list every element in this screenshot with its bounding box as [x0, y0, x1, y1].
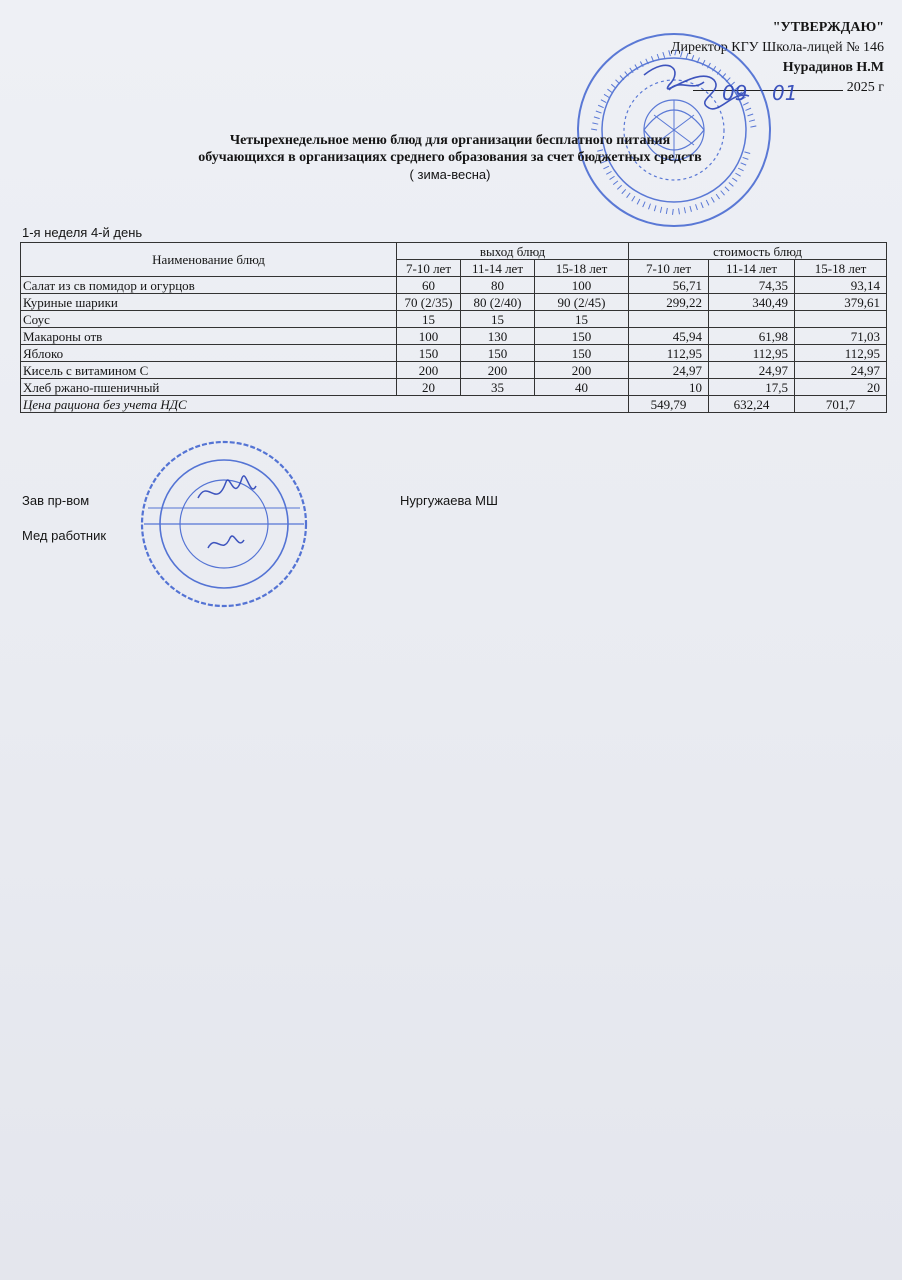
total-label: Цена рациона без учета НДС [21, 396, 629, 413]
cost-value: 74,35 [709, 277, 795, 294]
cost-value: 112,95 [795, 345, 887, 362]
cost-value: 20 [795, 379, 887, 396]
total-row [21, 396, 887, 413]
table-header-row [21, 243, 887, 260]
dish-name: Макароны отв [21, 328, 397, 345]
approval-position: Директор КГУ Школа-лицей № 146 [670, 40, 884, 55]
cost-value: 61,98 [709, 328, 795, 345]
menu-table [20, 242, 887, 413]
output-value: 15 [461, 311, 535, 328]
manager-name: Нургужаева МШ [400, 493, 498, 508]
output-value: 150 [461, 345, 535, 362]
table-row [21, 294, 887, 311]
output-value: 70 (2/35) [397, 294, 461, 311]
cost-value: 299,22 [629, 294, 709, 311]
cost-value: 24,97 [795, 362, 887, 379]
output-value: 80 (2/40) [461, 294, 535, 311]
entrepreneur-seal-stamp [138, 438, 310, 610]
approval-name: Нурадинов Н.М [782, 60, 884, 75]
total-value: 632,24 [709, 396, 795, 413]
cost-value: 71,03 [795, 328, 887, 345]
output-value: 15 [397, 311, 461, 328]
table-row [21, 328, 887, 345]
output-value: 80 [461, 277, 535, 294]
output-value: 60 [397, 277, 461, 294]
cost-value: 112,95 [709, 345, 795, 362]
output-value: 40 [535, 379, 629, 396]
cost-value: 45,94 [629, 328, 709, 345]
cost-value: 112,95 [629, 345, 709, 362]
table-row [21, 362, 887, 379]
cost-value [795, 311, 887, 328]
dish-name: Кисель с витамином С [21, 362, 397, 379]
cost-value: 340,49 [709, 294, 795, 311]
header-output: выход блюд [397, 243, 629, 260]
cost-value [709, 311, 795, 328]
output-value: 100 [397, 328, 461, 345]
output-value: 200 [461, 362, 535, 379]
output-value: 150 [397, 345, 461, 362]
week-day-label: 1-я неделя 4-й день [22, 225, 143, 240]
total-value: 701,7 [795, 396, 887, 413]
cost-value [629, 311, 709, 328]
output-value: 200 [535, 362, 629, 379]
cost-value: 379,61 [795, 294, 887, 311]
output-value: 150 [535, 345, 629, 362]
approval-title: "УТВЕРЖДАЮ" [772, 20, 884, 35]
title-line-2: обучающихся в организациях среднего образования за счет бюджетных средств [198, 150, 702, 165]
table-row [21, 277, 887, 294]
output-value: 90 (2/45) [535, 294, 629, 311]
output-value: 200 [397, 362, 461, 379]
table-row [21, 345, 887, 362]
cost-value: 93,14 [795, 277, 887, 294]
cost-value: 56,71 [629, 277, 709, 294]
age-header: 7-10 лет [397, 260, 461, 277]
header-cost: стоимость блюд [629, 243, 887, 260]
output-value: 100 [535, 277, 629, 294]
output-value: 20 [397, 379, 461, 396]
menu-rows [21, 277, 887, 396]
dish-name: Куриные шарики [21, 294, 397, 311]
age-header: 11-14 лет [461, 260, 535, 277]
output-value: 15 [535, 311, 629, 328]
cost-value: 24,97 [629, 362, 709, 379]
cost-value: 10 [629, 379, 709, 396]
output-value: 35 [461, 379, 535, 396]
cost-value: 24,97 [709, 362, 795, 379]
table-row [21, 379, 887, 396]
age-header: 15-18 лет [795, 260, 887, 277]
header-dish-name: Наименование блюд [21, 243, 397, 277]
dish-name: Салат из св помидор и огурцов [21, 277, 397, 294]
output-value: 130 [461, 328, 535, 345]
age-header: 7-10 лет [629, 260, 709, 277]
total-value: 549,79 [629, 396, 709, 413]
dish-name: Соус [21, 311, 397, 328]
dish-name: Хлеб ржано-пшеничный [21, 379, 397, 396]
document-title [60, 132, 840, 183]
medic-label: Мед работник [22, 528, 107, 543]
table-row [21, 311, 887, 328]
approval-year: 2025 г [846, 80, 884, 95]
age-header: 11-14 лет [709, 260, 795, 277]
age-header: 15-18 лет [535, 260, 629, 277]
output-value: 150 [535, 328, 629, 345]
manager-label: Зав пр-вом [22, 493, 90, 508]
stamp-day: 09 [722, 81, 748, 105]
title-season: ( зима-весна) [409, 167, 491, 182]
dish-name: Яблоко [21, 345, 397, 362]
stamp-month: 01 [772, 81, 798, 105]
title-line-1: Четырехнедельное меню блюд для организации бесплатного питания [229, 133, 671, 148]
cost-value: 17,5 [709, 379, 795, 396]
